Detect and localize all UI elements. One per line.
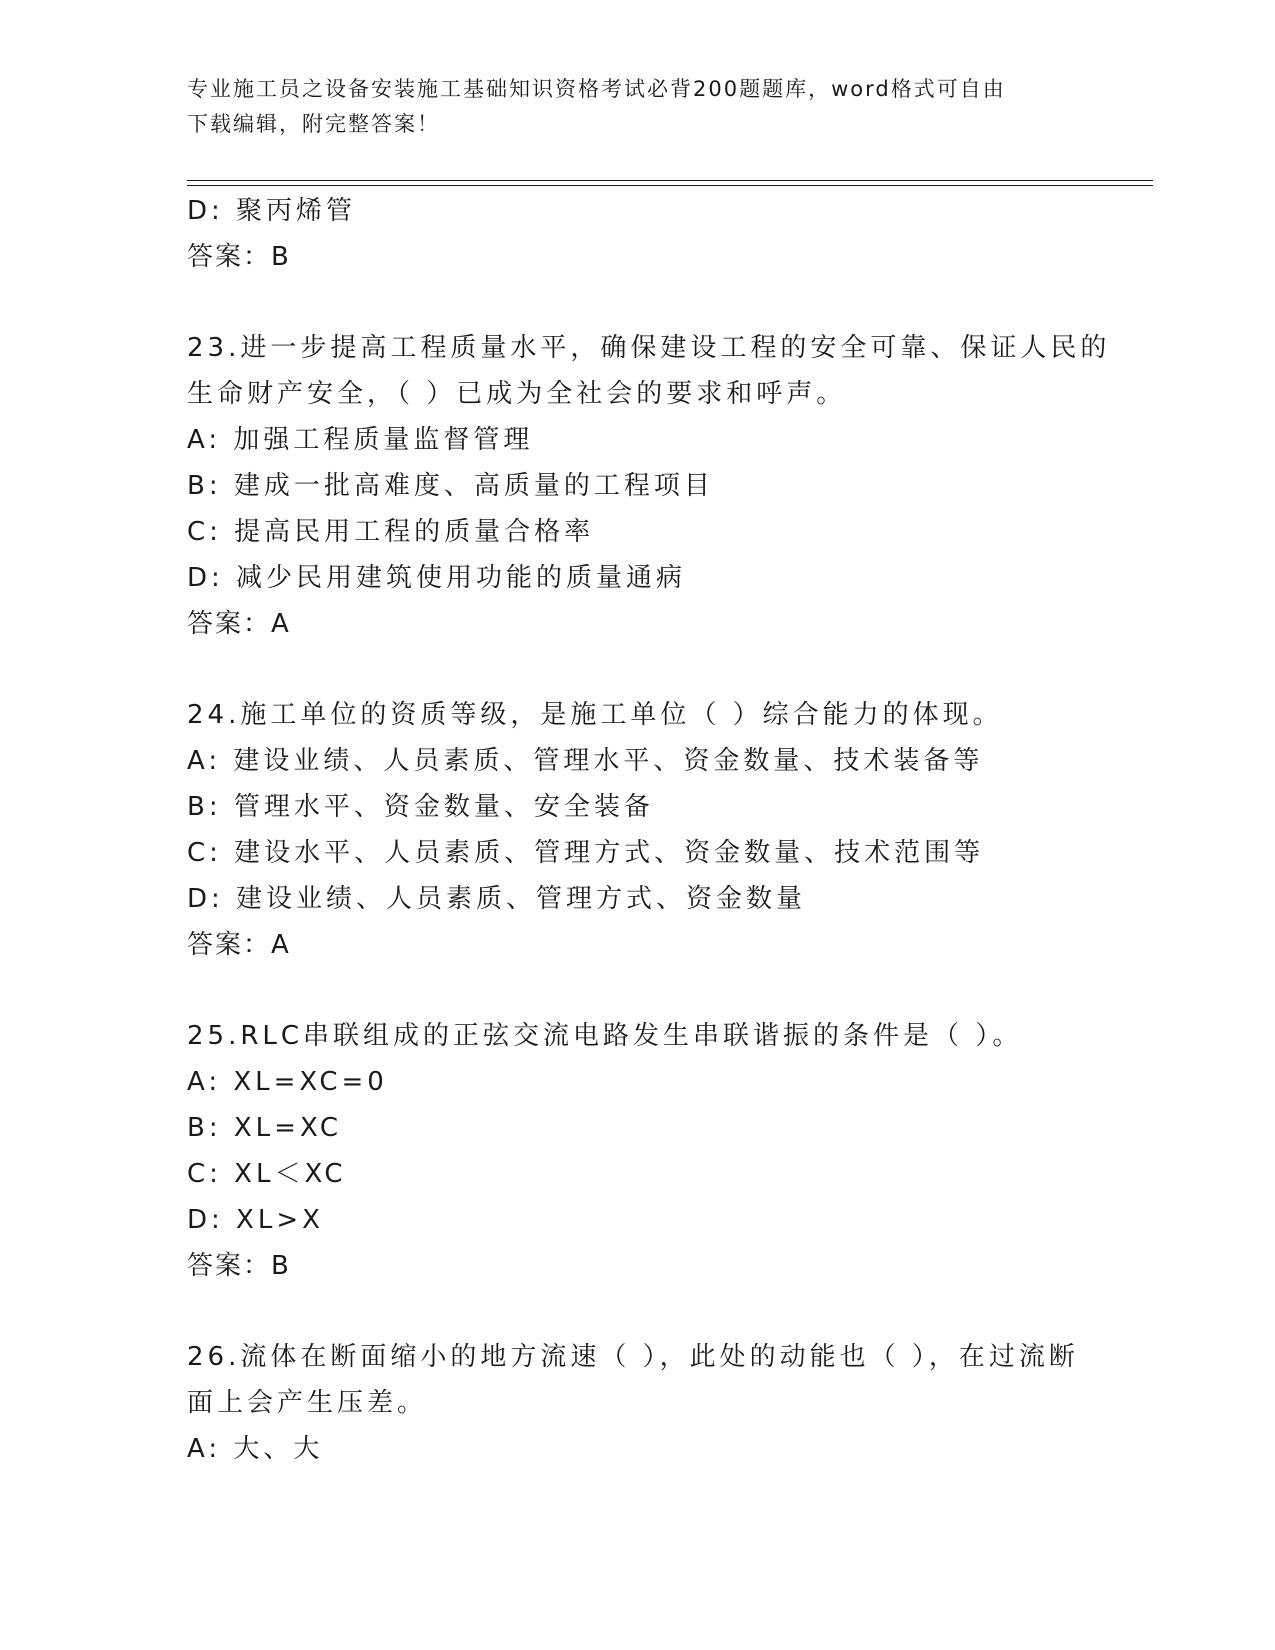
option-a: A: XL=XC=0 xyxy=(187,1067,388,1097)
question-25 xyxy=(187,1013,1107,1289)
question-content xyxy=(187,188,1111,1472)
spacer xyxy=(187,647,1107,692)
question-stem-line: 26.流体在断面缩小的地方流速（ ），此处的动能也（ ），在过流断 xyxy=(187,1342,1079,1372)
answer: 答案：B xyxy=(187,1251,291,1281)
question-stem-line: 面上会产生压差。 xyxy=(187,1388,428,1418)
option-c: C: XL＜XC xyxy=(187,1159,347,1189)
option-d: D: 减少民用建筑使用功能的质量通病 xyxy=(187,563,687,593)
option-b: B: XL=XC xyxy=(187,1113,343,1143)
option-a: A: 加强工程质量监督管理 xyxy=(187,425,534,455)
header-line-2: 下载编辑，附完整答案！ xyxy=(187,112,440,136)
option-a: A: 建设业绩、人员素质、管理水平、资金数量、技术装备等 xyxy=(187,746,984,776)
prev-answer: 答案：B xyxy=(187,242,291,272)
header-divider-bottom xyxy=(187,185,1153,186)
spacer xyxy=(187,280,1107,325)
question-stem-line: 25.RLC串联组成的正弦交流电路发生串联谐振的条件是（ ）。 xyxy=(187,1021,1023,1051)
prev-option-d: D: 聚丙烯管 xyxy=(187,196,357,226)
question-stem-line: 23.进一步提高工程质量水平，确保建设工程的安全可靠、保证人民的 xyxy=(187,333,1111,363)
answer: 答案：A xyxy=(187,609,291,639)
option-b: B: 管理水平、资金数量、安全装备 xyxy=(187,792,654,822)
spacer xyxy=(187,968,1107,1013)
answer: 答案：A xyxy=(187,930,291,960)
question-stem-line: 24.施工单位的资质等级，是施工单位（ ）综合能力的体现。 xyxy=(187,700,1003,730)
question-stem-line: 生命财产安全，（ ）已成为全社会的要求和呼声。 xyxy=(187,379,847,409)
option-b: B: 建成一批高难度、高质量的工程项目 xyxy=(187,471,714,501)
option-c: C: 提高民用工程的质量合格率 xyxy=(187,517,595,547)
spacer xyxy=(187,1289,1107,1334)
option-d: D: XL>X xyxy=(187,1205,324,1235)
question-24 xyxy=(187,692,1107,968)
question-26 xyxy=(187,1334,1107,1472)
document-header xyxy=(187,72,1067,142)
option-c: C: 建设水平、人员素质、管理方式、资金数量、技术范围等 xyxy=(187,838,985,868)
option-a: A: 大、大 xyxy=(187,1434,324,1464)
question-23 xyxy=(187,325,1111,647)
header-divider-top xyxy=(187,180,1153,181)
header-line-1: 专业施工员之设备安装施工基础知识资格考试必背200题题库，word格式可自由 xyxy=(187,77,1006,101)
option-d: D: 建设业绩、人员素质、管理方式、资金数量 xyxy=(187,884,807,914)
